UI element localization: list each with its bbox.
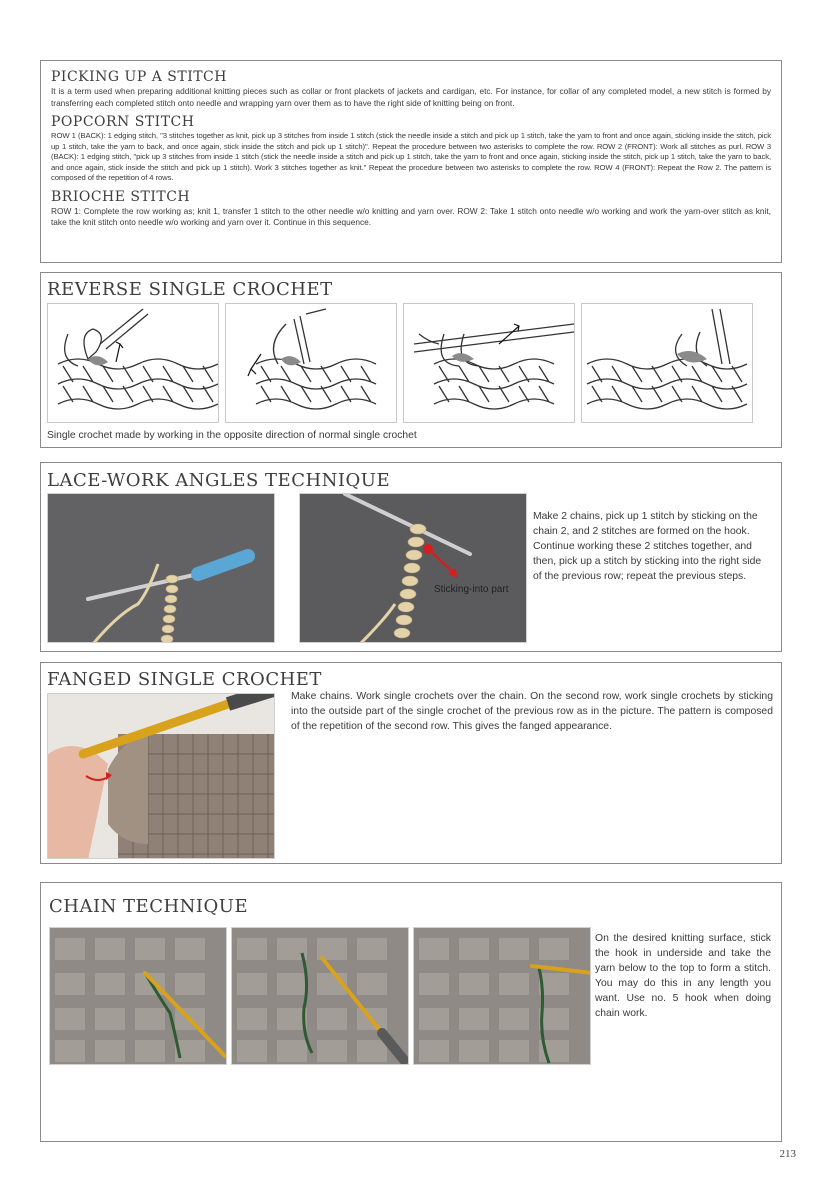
chain-technique-title: CHAIN TECHNIQUE — [49, 896, 249, 917]
chain-technique-photo-2 — [231, 927, 409, 1065]
chain-technique-photo-1 — [49, 927, 227, 1065]
lace-work-text: Make 2 chains, pick up 1 stitch by sticking on the chain 2, and 2 stitches are formed on the hook. Continue working these 2 stitches together, and then, pick up a stitch by sticking into the right side of the previous row; repeat the previous steps. — [533, 511, 762, 582]
lace-work-title: LACE-WORK ANGLES TECHNIQUE — [47, 470, 391, 491]
reverse-single-crochet-box — [40, 272, 782, 448]
sticking-into-part-label: Sticking-into part — [434, 584, 509, 595]
chain-technique-photo-3 — [413, 927, 591, 1065]
page-number: 213 — [779, 1148, 796, 1160]
picking-up-text: It is a term used when preparing additional knitting pieces such as collar or front plackets of jackets and cardigan, etc. For instance, for collar of any completed model, a new stitch is formed by transferring each completed stitch onto needle and wrapping yarn over them as to have the right side of knitting being on front. — [51, 86, 771, 108]
reverse-sc-step-2-illustration — [225, 303, 397, 423]
chain-technique-text: On the desired knitting surface, stick the hook in underside and take the yarn below to the top to form a stitch. You may do this in any length you want. Use no. 5 hook when doing chain work. — [595, 933, 771, 1019]
fanged-single-crochet-title: FANGED SINGLE CROCHET — [47, 669, 322, 690]
popcorn-text: ROW 1 (BACK): 1 edging stitch, "3 stitches together as knit, pick up 3 stitches from inside 1 stitch (stick the needle inside a stitch and pick up 1 stitch, take the yarn to front and once again, sticking inside the stitch, pick up 1 stitch, take the yarn to back, and once again, stick inside the stitch and pick up 1 stitch)". Repeat the procedure between two asterisks to complete the row. ROW 2 (FRONT): Work all stitches as purl. ROW 3 (BACK): 1 edging stitch, "pick up 3 stitches from inside 1 stitch (stick the needle inside a stitch and pick up 1 stitch, take the yarn to front and once again, sticking inside the stitch, pick up 1 stitch, take the yarn to back, and once again, stick inside the stitch and pick up 1 stitch). Work 3 stitches together as knit." Repeat the procedure between two asterisks to complete the row. ROW 4 (FRONT): Repeat the Row 2. The pattern is composed of the repetition of 4 rows. — [51, 131, 771, 183]
brioche-title: BRIOCHE STITCH — [51, 188, 191, 205]
lace-work-photo-1 — [47, 493, 275, 643]
reverse-sc-step-3-illustration — [403, 303, 575, 423]
reverse-sc-step-4-illustration — [581, 303, 753, 423]
popcorn-title: POPCORN STITCH — [51, 114, 195, 130]
chain-technique-box — [40, 882, 782, 1142]
brioche-text: ROW 1: Complete the row working as; knit 1, transfer 1 stitch to the other needle w/o knitting and yarn over. ROW 2: Take 1 stitch onto needle w/o working and work the yarn-over stitch as knit, take the knit stitch onto needle w/o working and yarn over it. Continue in this sequence. — [51, 205, 771, 228]
stitch-glossary-box — [40, 60, 782, 263]
fanged-single-crochet-box — [40, 662, 782, 864]
lace-work-photo-2 — [299, 493, 527, 643]
fanged-single-crochet-photo — [47, 693, 275, 859]
lace-work-box — [40, 462, 782, 652]
reverse-sc-step-1-illustration — [47, 303, 219, 423]
reverse-single-crochet-title: REVERSE SINGLE CROCHET — [47, 279, 333, 300]
fanged-single-crochet-text: Make chains. Work single crochets over the chain. On the second row, work single crochets by sticking into the outside part of the single crochet of the previous row as in the picture. The pattern is composed of the repetition of the second row. This gives the fanged appearance. — [291, 691, 773, 732]
picking-up-title: PICKING UP A STITCH — [51, 69, 227, 85]
reverse-single-crochet-caption: Single crochet made by working in the opposite direction of normal single crochet — [47, 430, 417, 441]
